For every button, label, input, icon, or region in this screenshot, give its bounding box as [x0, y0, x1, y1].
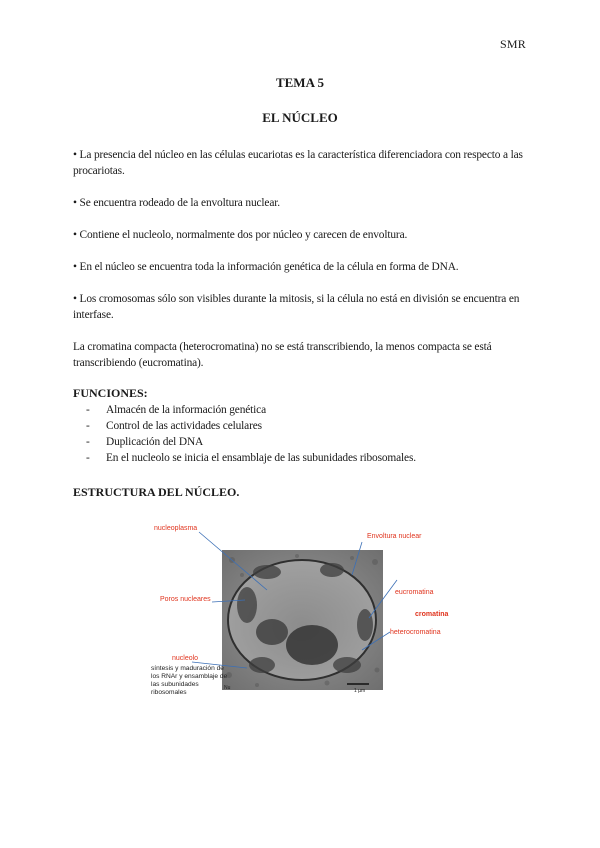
label-eucromatina: eucromatina — [395, 589, 434, 596]
author-initials: SMR — [500, 37, 526, 51]
funciones-heading: FUNCIONES: — [73, 386, 148, 400]
nucleolo-note: síntesis y maduración de los RNAr y ensamblaje de las subunidades ribosomales — [151, 665, 228, 696]
label-nucleoplasma: nucleoplasma — [154, 525, 198, 532]
paragraph-cromatina: La cromatina compacta (heterocromatina) no se está transcribiendo, la menos compacta se está transcribiendo (eucromatina). — [73, 341, 492, 369]
label-cromatina: cromatina — [415, 611, 449, 618]
nucleolus — [286, 625, 338, 665]
label-envoltura-nuclear: Envoltura nuclear — [367, 533, 422, 540]
paragraph-cromosomas: • Los cromosomas sólo son visibles durante la mitosis, si la célula no está en división se encuentra en interfase. — [73, 293, 520, 321]
page-title: EL NÚCLEO — [262, 110, 338, 125]
list-item: - Duplicación del DNA — [86, 436, 204, 448]
paragraph-nucleolo: • Contiene el nucleolo, normalmente dos por núcleo y carecen de envoltura. — [73, 229, 408, 241]
label-poros-nucleares: Poros nucleares — [160, 596, 211, 603]
list-item: - En el nucleolo se inicia el ensamblaje de las subunidades ribosomales. — [86, 452, 416, 464]
topic-title: TEMA 5 — [275, 75, 325, 90]
nucleus-micrograph-figure — [147, 520, 452, 700]
label-nucleolo: nucleolo — [172, 655, 199, 662]
estructura-heading: ESTRUCTURA DEL NÚCLEO. — [73, 485, 240, 499]
scale-label: 1 µm — [354, 688, 366, 694]
paragraph-dna: • En el núcleo se encuentra toda la información genética de la célula en forma de DNA. — [73, 261, 459, 273]
list-item: - Control de las actividades celulares — [86, 420, 262, 432]
label-heterocromatina: heterocromatina — [390, 629, 441, 636]
corner-label: Nu — [224, 685, 231, 691]
list-item: - Almacén de la información genética — [86, 404, 266, 416]
funciones-list — [86, 402, 416, 466]
paragraph-envoltura: • Se encuentra rodeado de la envoltura nuclear. — [73, 197, 280, 209]
paragraph-eucariotas: • La presencia del núcleo en las células eucariotas es la característica diferenciadora con respecto a las procariotas. — [73, 149, 523, 177]
